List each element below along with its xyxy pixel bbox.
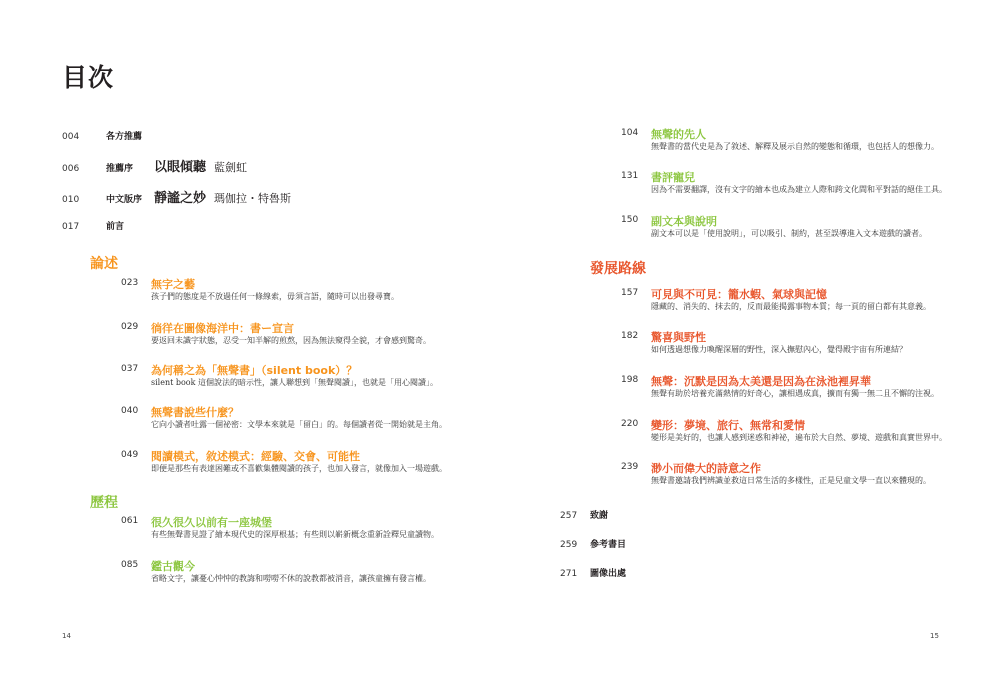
page-number: 257 xyxy=(560,511,578,521)
page-number: 220 xyxy=(621,419,639,429)
page-number: 037 xyxy=(121,364,139,374)
entry-description: 省略文字，讓憂心忡忡的教誨和嘮嘮不休的說教都被消音，讓孩童擁有發言權。 xyxy=(151,574,431,583)
entry-title: 無聲的先人 xyxy=(651,128,706,141)
page-number: 006 xyxy=(62,164,80,174)
page-number: 049 xyxy=(121,450,139,460)
section-heading-lunshu: 論述 xyxy=(90,256,118,272)
toc-frontmatter-item[interactable] xyxy=(62,129,142,142)
backmatter-label: 圖像出處 xyxy=(590,569,627,579)
page-number: 010 xyxy=(62,195,80,205)
entry-title: 很久很久以前有一座城堡 xyxy=(151,516,272,529)
entry-title: 副文本與說明 xyxy=(651,215,717,228)
folio-left: 14 xyxy=(62,632,71,640)
foreword-title: 以眼傾聽 xyxy=(154,160,207,175)
entry-description: 隱藏的、消失的、抹去的，反而最能揭露事物本質；每一頁的留白都有其意義。 xyxy=(651,302,931,311)
entry-description: 無聲書的當代史是為了敘述、解釋及展示自然的變態和循環，也包括人的想像力。 xyxy=(651,142,939,151)
toc-backmatter-item[interactable] xyxy=(560,508,608,521)
frontmatter-label: 各方推薦 xyxy=(106,132,143,142)
page-title: 目次 xyxy=(62,63,115,92)
page-number: 061 xyxy=(121,516,139,526)
entry-title: 閱讀模式，敘述模式：經驗、交會、可能性 xyxy=(151,450,360,463)
entry-title: 鑑古觀今 xyxy=(151,560,195,573)
folio-right: 15 xyxy=(930,632,939,640)
page-number: 004 xyxy=(62,132,80,142)
entry-description: 即便是那些有表達困難或不喜歡集體閱讀的孩子，也加入發言，就像加入一場遊戲。 xyxy=(151,464,447,473)
preface-title: 靜謐之妙 xyxy=(154,191,207,206)
entry-title: 徜徉在圖像海洋中：書ー宣言 xyxy=(151,322,294,335)
page-number: 157 xyxy=(621,288,639,298)
entry-description: 它向小讀者吐露一個祕密：文學本來就是「留白」的。每個讀者從一開始就是主角。 xyxy=(151,420,447,429)
entry-title: 書評寵兒 xyxy=(651,171,695,184)
page-number: 017 xyxy=(62,222,80,232)
toc-backmatter-item[interactable] xyxy=(560,566,626,579)
toc-frontmatter-item[interactable] xyxy=(62,187,291,206)
entry-title: 無字之藝 xyxy=(151,278,195,291)
entry-description: 孩子們的態度是不放過任何一條線索，毋須言語，隨時可以出發尋寶。 xyxy=(151,292,399,301)
page-number: 131 xyxy=(621,171,639,181)
page-number: 104 xyxy=(621,128,639,138)
entry-description: 無聲書邀請我們辨識並救這日常生活的多樣性，正是兒童文學一直以來體現的。 xyxy=(651,476,931,485)
page-number: 198 xyxy=(621,375,639,385)
toc-frontmatter-item[interactable] xyxy=(62,156,247,175)
page-number: 150 xyxy=(621,215,639,225)
section-heading-fazhan: 發展路線 xyxy=(590,261,646,277)
foreword-author: 藍劍虹 xyxy=(214,161,248,174)
preface-author: 瑪伽拉・特魯斯 xyxy=(214,192,292,205)
entry-description: 要返回未識字狀態，忍受一知半解的煎熬，因為無法窺得全貌，才會感到驚奇。 xyxy=(151,336,431,345)
section-heading-licheng: 歷程 xyxy=(90,495,118,511)
page-number: 182 xyxy=(621,331,639,341)
entry-title: 無聲書說些什麼？ xyxy=(151,406,239,419)
entry-description: 變形是美好的，也讓人感到迷惑和神祕，遍布於大自然、夢境、遊戲和真實世界中。 xyxy=(651,433,947,442)
entry-description: 因為不需要翻譯，沒有文字的繪本也成為建立人際和跨文化間和平對話的絕佳工具。 xyxy=(651,185,947,194)
frontmatter-label: 中文版序 xyxy=(106,195,143,205)
entry-description: 副文本可以是「使用說明」，可以吸引、制約，甚至誤導進入文本遊戲的讀者。 xyxy=(651,229,927,238)
entry-title: 驚喜與野性 xyxy=(651,331,706,344)
frontmatter-label: 前言 xyxy=(106,222,125,232)
page-number: 029 xyxy=(121,322,139,332)
page-number: 085 xyxy=(121,560,139,570)
entry-description: 有些無聲書見證了繪本現代史的深厚根基；有些則以嶄新概念重新詮釋兒童讀物。 xyxy=(151,530,439,539)
entry-description: 如何透過想像力喚醒深層的野性，深入撫慰內心，覺得殿宇宙有所連結？ xyxy=(651,345,907,354)
page-number: 271 xyxy=(560,569,578,579)
page-number: 023 xyxy=(121,278,139,288)
backmatter-label: 參考書目 xyxy=(590,540,627,550)
entry-description: silent book 這個說法的暗示性，讓人聯想到「無聲閱讀」，也就是「用心閱讀」。 xyxy=(151,378,439,387)
entry-title: 為何稱之為「無聲書」（silent book）？ xyxy=(151,364,358,377)
entry-title: 可見與不可見：籠水蝦、氣球與記憶 xyxy=(651,288,827,301)
toc-frontmatter-item[interactable] xyxy=(62,219,124,232)
entry-title: 渺小而偉大的詩意之作 xyxy=(651,462,761,475)
page-number: 259 xyxy=(560,540,578,550)
frontmatter-label: 推薦序 xyxy=(106,164,134,174)
entry-title: 變形：夢境、旅行、無常和愛情 xyxy=(651,419,805,432)
toc-backmatter-item[interactable] xyxy=(560,537,626,550)
backmatter-label: 致謝 xyxy=(590,511,609,521)
entry-description: 無聲有助於培養充滿熱情的好奇心，讓相遇成真，擴而有獨一無二且不懈的注視。 xyxy=(651,389,939,398)
page-number: 239 xyxy=(621,462,639,472)
page-number: 040 xyxy=(121,406,139,416)
entry-title: 無聲：沉默是因為太美還是因為在泳池裡昇華 xyxy=(651,375,871,388)
